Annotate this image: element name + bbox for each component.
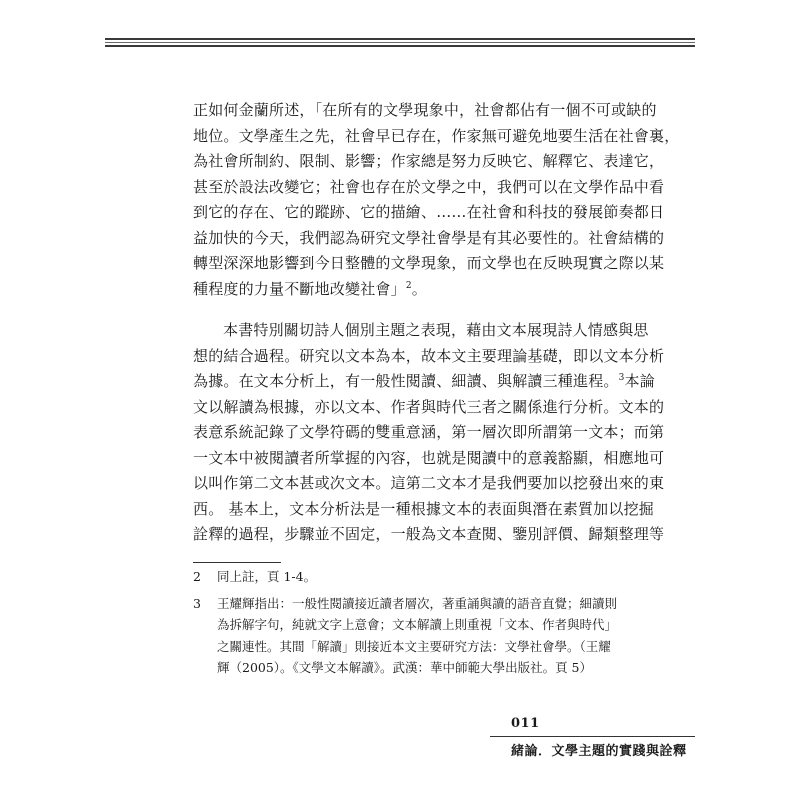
footnote-3: [193, 593, 618, 679]
text-line: 地位。文學產生之先，社會早已存在，作家無可避免地要生活在社會裏，: [193, 126, 680, 145]
text-segment: 本論: [624, 372, 655, 390]
page-number: 011: [511, 716, 540, 731]
paragraph-2: [193, 318, 665, 548]
text-line: [193, 277, 613, 303]
text-line: 文以解讀為根據，亦以文本、作者與時代三者之關係進行分析。文本的: [193, 397, 665, 416]
footnotes: [193, 566, 618, 684]
text-line: 到它的存在、它的蹤跡、它的描繪、……在社會和科技的發展節奏都日: [193, 203, 665, 221]
text-line: 表意系統記錄了文學符碼的雙重意涵，第一層次即所謂第一文本；而第: [193, 423, 665, 441]
header-rule: [105, 45, 695, 47]
footnote-number: 2: [193, 569, 201, 584]
running-title: 緒論．文學主題的實踐與詮釋: [511, 744, 687, 759]
text-line: 西。 基本上，文本分析法是一種根據文本的表面與潛在素質加以挖掘: [193, 499, 654, 518]
footnote-line: 之關連性。其間「解讀」則接近本文主要研究方法：文學社會學。（王耀: [217, 638, 611, 654]
footnote-ref-2[interactable]: 2: [405, 280, 412, 291]
text-segment: 為據。在文本分析上，有一般性閱讀、細讀、與解讀三種進程。: [193, 372, 619, 390]
text-line: 益加快的今天，我們認為研究文學社會學是有其必要性的。社會結構的: [193, 228, 665, 247]
text-line: 一文本中被閱讀者所掌握的內容，也就是閱讀中的意義豁顯，相應地可: [193, 448, 665, 467]
text-line: 轉型深深地影響到今日整體的文學現象，而文學也在反映現實之際以某: [193, 254, 665, 272]
header-rule: [105, 38, 695, 40]
footnote-line: 輝（2005）。《文學文本解讀》。武漢：華中師範大學出版社。頁 5）: [217, 660, 592, 675]
footnote-line: 同上註，頁 1-4。: [217, 569, 317, 584]
paragraph-1: [193, 98, 680, 302]
footnote-ref-3[interactable]: 3: [618, 373, 625, 383]
text-segment: 。: [411, 279, 427, 298]
header-rule: [105, 42, 695, 43]
footnote-2: [193, 566, 613, 588]
footnote-rule: [193, 562, 281, 563]
text-line: 詮釋的過程，步驟並不固定，一般為文本查閱、鑒別評價、歸類整理等: [193, 525, 665, 543]
footnote-line: 為拆解字句，純就文字上意會；文本解讀上則重視「文本、作者與時代」: [217, 617, 618, 632]
text-line: 本書特別關切詩人個別主題之表現，藉由文本展現詩人情感與思: [223, 321, 649, 339]
footnote-number: 3: [193, 595, 201, 611]
text-line: 以叫作第二文本甚或次文本。這第二文本才是我們要加以挖發出來的東: [193, 474, 665, 492]
text-line: 想的結合過程。研究以文本為本，故本文主要理論基礎，即以文本分析: [193, 346, 665, 365]
text-line: [193, 369, 655, 395]
text-segment: 種程度的力量不斷地改變社會」: [193, 279, 406, 298]
text-line: 為社會所制約、限制、影響；作家總是努力反映它、解釋它、表達它，: [193, 152, 665, 170]
text-line: 正如何金蘭所述，「在所有的文學現象中，社會都佔有一個不可或缺的: [193, 101, 657, 119]
footnote-line: 王耀輝指出：一般性閱讀接近讀者層次，著重誦與讀的語音直覺；細讀則: [217, 595, 618, 611]
text-line: 甚至於設法改變它；社會也存在於文學之中，我們可以在文學作品中看: [193, 177, 665, 196]
footer-rule: [490, 736, 695, 737]
